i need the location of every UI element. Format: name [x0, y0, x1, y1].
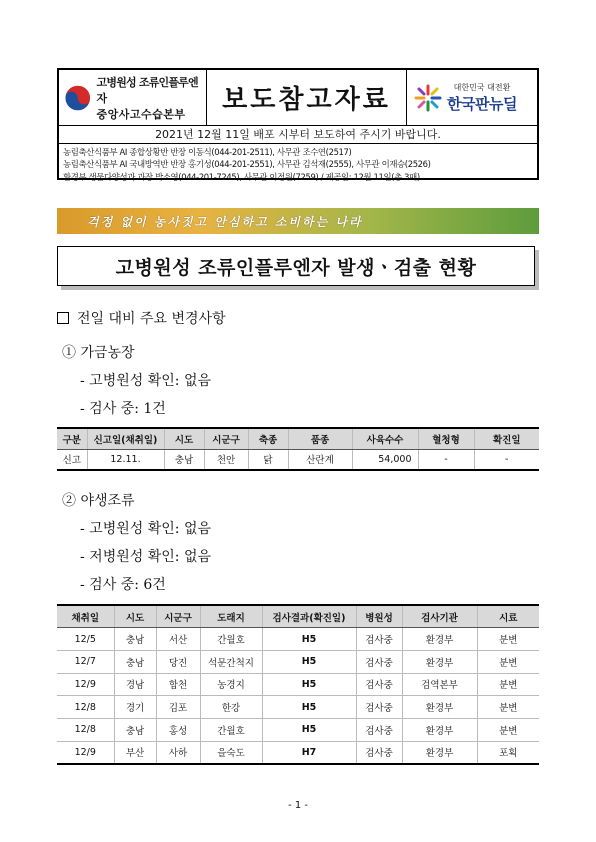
table-cell: 신고 [57, 449, 87, 470]
table-cell: 환경부 [402, 628, 477, 651]
table-cell: 12/5 [57, 628, 114, 651]
table-cell: 산란계 [288, 449, 352, 470]
slogan-banner [57, 208, 539, 234]
press-header [57, 68, 539, 180]
column-header: 사육수수 [352, 428, 418, 449]
table-cell: 경기 [114, 696, 156, 719]
table-cell: - [418, 449, 474, 470]
column-header: 채취일 [57, 605, 114, 628]
table-cell: - [474, 449, 539, 470]
column-header: 병원성 [356, 605, 402, 628]
farm-table [57, 427, 539, 471]
wild-item: - 고병원성 확인: 없음 [80, 521, 211, 537]
table-cell: 홍성 [156, 718, 200, 741]
table-cell: 당진 [156, 650, 200, 673]
square-bullet-icon [57, 312, 69, 324]
table-cell: 충남 [114, 718, 156, 741]
wild-item: - 검사 중: 6건 [80, 577, 166, 593]
table-cell: H5 [262, 650, 356, 673]
table-cell: 검사중 [356, 696, 402, 719]
doc-type: 보도참고자료 [222, 85, 391, 115]
org-name: 고병원성 조류인플루엔자 [96, 75, 198, 105]
title-box [57, 246, 535, 286]
brand-block [407, 70, 537, 125]
wild-heading: ② 야생조류 [62, 493, 135, 509]
table-row [57, 718, 539, 741]
table-cell: 분변 [477, 718, 539, 741]
table-cell: 경남 [114, 673, 156, 696]
table-row [57, 741, 539, 764]
table-cell: 54,000 [352, 449, 418, 470]
table-cell: 합천 [156, 673, 200, 696]
doc-type-block [207, 70, 407, 125]
table-row [57, 449, 539, 470]
table-cell: 간월호 [200, 718, 262, 741]
contact-line: 농림축산식품부 AI 종합상황반 반장 이동식(044-201-2511), 사무관 조수연(2517) [63, 147, 352, 157]
column-header: 시도 [164, 428, 204, 449]
table-header-row [57, 605, 539, 628]
brand-tagline: 대한민국 대전환 [453, 82, 511, 92]
contact-list [59, 144, 537, 185]
wild-table-body [57, 628, 539, 764]
table-cell: 12/9 [57, 673, 114, 696]
table-cell: 천안 [204, 449, 248, 470]
table-cell: 한강 [200, 696, 262, 719]
column-header: 검사기관 [402, 605, 477, 628]
table-cell: 환경부 [402, 650, 477, 673]
table-cell: 12.11. [87, 449, 164, 470]
table-cell: 분변 [477, 696, 539, 719]
table-cell: 12/9 [57, 741, 114, 764]
table-cell: 환경부 [402, 696, 477, 719]
slogan-text: 걱정 없이 농사짓고 안심하고 소비하는 나라 [87, 214, 363, 229]
table-row [57, 696, 539, 719]
table-cell: 분변 [477, 628, 539, 651]
table-row [57, 628, 539, 651]
org-subname: 중앙사고수습본부 [96, 107, 186, 121]
table-cell: 농경지 [200, 673, 262, 696]
farm-heading: ① 가금농장 [62, 345, 135, 361]
table-cell: 검사중 [356, 628, 402, 651]
page-number: - 1 - [288, 800, 308, 811]
column-header: 시료 [477, 605, 539, 628]
section-heading [57, 308, 226, 328]
table-cell: 12/8 [57, 718, 114, 741]
table-row [57, 650, 539, 673]
table-cell: 12/7 [57, 650, 114, 673]
farm-item: - 고병원성 확인: 없음 [80, 373, 211, 389]
table-cell: 닭 [248, 449, 288, 470]
table-cell: H5 [262, 696, 356, 719]
contact-line: 농림축산식품부 AI 국내방역반 반장 홍기성(044-201-2551), 사무관 김석재(2555), 사무관 이재승(2526) [63, 159, 431, 170]
table-cell: 검사중 [356, 741, 402, 764]
contact-line: 환경부 생물다양성과 과장 박소영(044-201-7245), 사무관 이정원(7259) / 제공일: 12월 11일(총 3매) [63, 171, 420, 182]
table-cell: 사하 [156, 741, 200, 764]
table-cell: 충남 [114, 650, 156, 673]
org-block [59, 70, 207, 125]
section-heading-text: 전일 대비 주요 변경사항 [77, 311, 226, 327]
table-cell: 검사중 [356, 650, 402, 673]
column-header: 품종 [288, 428, 352, 449]
column-header: 혈청형 [418, 428, 474, 449]
wild-table [57, 604, 539, 765]
table-cell: 충남 [164, 449, 204, 470]
new-deal-logo-icon [413, 83, 443, 113]
table-cell: 포획 [477, 741, 539, 764]
header-top-row [59, 70, 537, 126]
column-header: 구분 [57, 428, 87, 449]
table-cell: 환경부 [402, 741, 477, 764]
page-title: 고병원성 조류인플루엔자 발생ㆍ검출 현황 [115, 256, 477, 279]
release-date: 2021년 12월 11일 배포 시부터 보도하여 주시기 바랍니다. [59, 126, 537, 144]
table-cell: 을숙도 [200, 741, 262, 764]
column-header: 축종 [248, 428, 288, 449]
table-cell: 충남 [114, 628, 156, 651]
table-cell: 검사중 [356, 718, 402, 741]
table-cell: 분변 [477, 650, 539, 673]
column-header: 시군구 [156, 605, 200, 628]
table-cell: 부산 [114, 741, 156, 764]
table-cell: 분변 [477, 673, 539, 696]
column-header: 검사결과(확진일) [262, 605, 356, 628]
taegeuk-logo-icon [63, 83, 93, 113]
table-cell: 검역본부 [402, 673, 477, 696]
table-cell: H7 [262, 741, 356, 764]
table-cell: 석문간척지 [200, 650, 262, 673]
table-cell: H5 [262, 718, 356, 741]
table-cell: 환경부 [402, 718, 477, 741]
column-header: 신고일(채취일) [87, 428, 164, 449]
table-cell: 간월호 [200, 628, 262, 651]
column-header: 확진일 [474, 428, 539, 449]
table-cell: 검사중 [356, 673, 402, 696]
table-row [57, 673, 539, 696]
farm-item: - 검사 중: 1건 [80, 401, 166, 417]
table-cell: H5 [262, 673, 356, 696]
column-header: 시군구 [204, 428, 248, 449]
brand-name: 한국판뉴딜 [447, 94, 517, 113]
table-cell: 서산 [156, 628, 200, 651]
column-header: 시도 [114, 605, 156, 628]
column-header: 도래지 [200, 605, 262, 628]
table-cell: 김포 [156, 696, 200, 719]
table-header-row [57, 428, 539, 449]
table-cell: H5 [262, 628, 356, 651]
table-cell: 12/8 [57, 696, 114, 719]
wild-item: - 저병원성 확인: 없음 [80, 549, 211, 565]
